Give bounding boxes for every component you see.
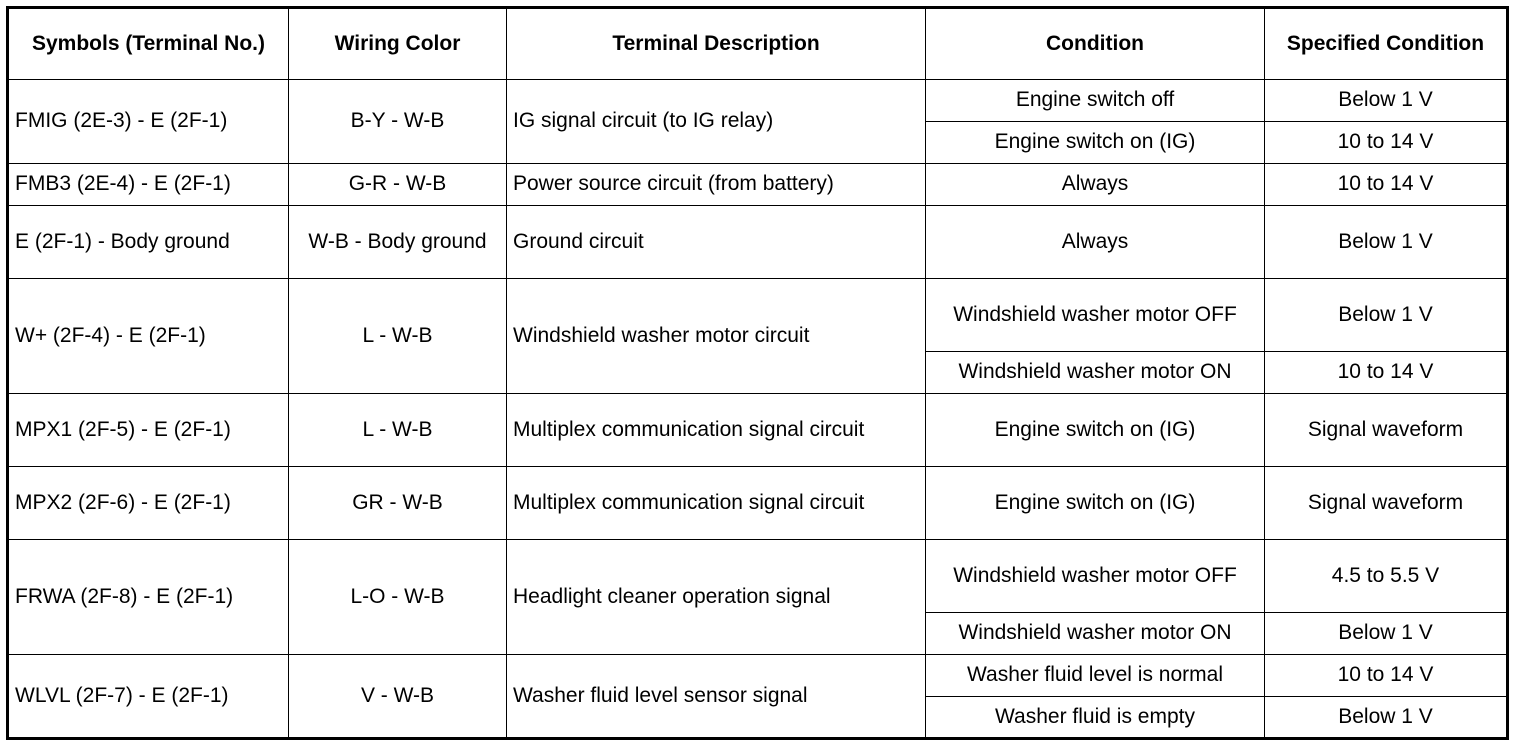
spec-cell: Below 1 V	[1265, 279, 1508, 352]
table-row	[8, 164, 1508, 206]
description-cell: Headlight cleaner operation signal	[507, 540, 926, 655]
header-wiring-color: Wiring Color	[289, 8, 507, 80]
terminal-spec-table	[6, 6, 1509, 740]
spec-cell: 10 to 14 V	[1265, 122, 1508, 164]
description-cell: IG signal circuit (to IG relay)	[507, 80, 926, 164]
table-row	[8, 394, 1508, 467]
wiring-cell: GR - W-B	[289, 467, 507, 540]
description-cell: Windshield washer motor circuit	[507, 279, 926, 394]
condition-cell: Engine switch off	[926, 80, 1265, 122]
spec-cell: Below 1 V	[1265, 613, 1508, 655]
table-row	[8, 655, 1508, 697]
description-cell: Multiplex communication signal circuit	[507, 467, 926, 540]
description-cell: Washer fluid level sensor signal	[507, 655, 926, 739]
description-cell: Multiplex communication signal circuit	[507, 394, 926, 467]
symbol-cell: W+ (2F-4) - E (2F-1)	[8, 279, 289, 394]
header-symbols: Symbols (Terminal No.)	[8, 8, 289, 80]
description-cell: Power source circuit (from battery)	[507, 164, 926, 206]
table-row	[8, 279, 1508, 352]
condition-cell: Engine switch on (IG)	[926, 467, 1265, 540]
table-row	[8, 467, 1508, 540]
condition-cell: Engine switch on (IG)	[926, 394, 1265, 467]
wiring-cell: W-B - Body ground	[289, 206, 507, 279]
wiring-cell: B-Y - W-B	[289, 80, 507, 164]
condition-cell: Engine switch on (IG)	[926, 122, 1265, 164]
table-row	[8, 540, 1508, 613]
description-cell: Ground circuit	[507, 206, 926, 279]
wiring-cell: L - W-B	[289, 394, 507, 467]
condition-cell: Windshield washer motor OFF	[926, 279, 1265, 352]
header-condition: Condition	[926, 8, 1265, 80]
header-specified-condition: Specified Condition	[1265, 8, 1508, 80]
condition-cell: Windshield washer motor OFF	[926, 540, 1265, 613]
condition-cell: Washer fluid is empty	[926, 697, 1265, 739]
spec-cell: Below 1 V	[1265, 206, 1508, 279]
symbol-cell: WLVL (2F-7) - E (2F-1)	[8, 655, 289, 739]
spec-cell: 10 to 14 V	[1265, 655, 1508, 697]
wiring-cell: G-R - W-B	[289, 164, 507, 206]
wiring-cell: V - W-B	[289, 655, 507, 739]
header-terminal-description: Terminal Description	[507, 8, 926, 80]
symbol-cell: FRWA (2F-8) - E (2F-1)	[8, 540, 289, 655]
spec-cell: 4.5 to 5.5 V	[1265, 540, 1508, 613]
condition-cell: Windshield washer motor ON	[926, 613, 1265, 655]
symbol-cell: MPX2 (2F-6) - E (2F-1)	[8, 467, 289, 540]
spec-cell: Signal waveform	[1265, 467, 1508, 540]
condition-cell: Windshield washer motor ON	[926, 352, 1265, 394]
symbol-cell: MPX1 (2F-5) - E (2F-1)	[8, 394, 289, 467]
symbol-cell: FMB3 (2E-4) - E (2F-1)	[8, 164, 289, 206]
spec-cell: Below 1 V	[1265, 697, 1508, 739]
condition-cell: Always	[926, 206, 1265, 279]
wiring-cell: L - W-B	[289, 279, 507, 394]
spec-cell: 10 to 14 V	[1265, 352, 1508, 394]
spec-cell: Signal waveform	[1265, 394, 1508, 467]
header-row	[8, 8, 1508, 80]
symbol-cell: FMIG (2E-3) - E (2F-1)	[8, 80, 289, 164]
table-row	[8, 206, 1508, 279]
condition-cell: Always	[926, 164, 1265, 206]
wiring-cell: L-O - W-B	[289, 540, 507, 655]
symbol-cell: E (2F-1) - Body ground	[8, 206, 289, 279]
condition-cell: Washer fluid level is normal	[926, 655, 1265, 697]
table-row	[8, 80, 1508, 122]
spec-cell: Below 1 V	[1265, 80, 1508, 122]
spec-cell: 10 to 14 V	[1265, 164, 1508, 206]
